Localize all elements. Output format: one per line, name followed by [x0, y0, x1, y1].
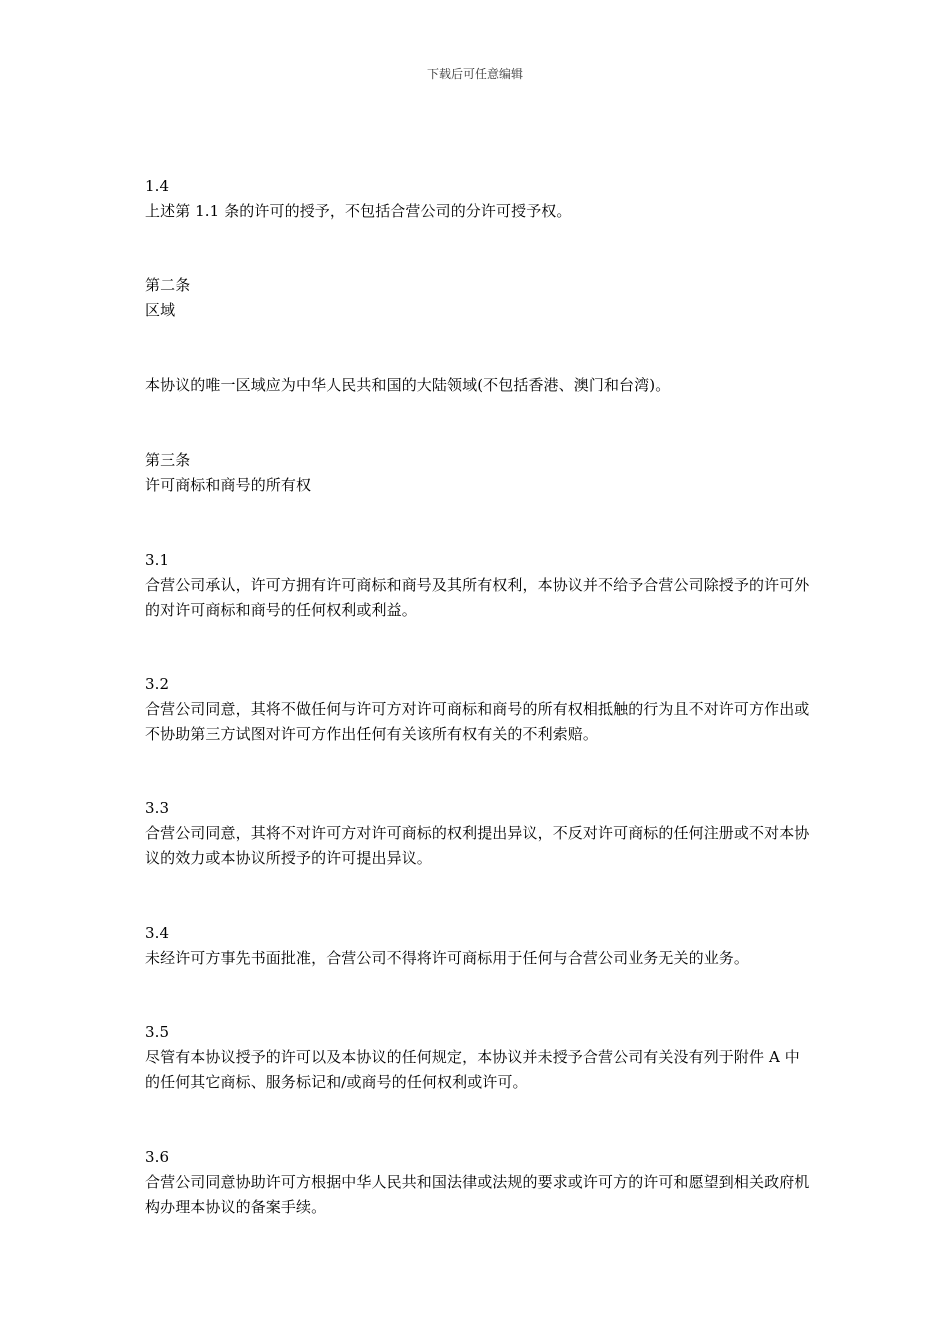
clause-text: 上述第 1.1 条的许可的授予，不包括合营公司的分许可授予权。: [145, 202, 572, 220]
clause-text: 合营公司同意，其将不做任何与许可方对许可商标和商号的所有权相抵触的行为且不对许可方作出或不协助第三方试图对许可方作出任何有关该所有权有关的不利索赔。: [145, 700, 810, 743]
clause-3-6: [145, 1145, 813, 1220]
article-number: 第二条: [145, 276, 191, 294]
article-2-body: [145, 373, 813, 398]
article-3: [145, 448, 813, 498]
article-title: 区域: [145, 301, 176, 319]
article-number: 第三条: [145, 451, 191, 469]
clause-1-4: [145, 174, 813, 224]
clause-text: 本协议的唯一区域应为中华人民共和国的大陆领域(不包括香港、澳门和台湾)。: [145, 376, 671, 394]
clause-3-1: [145, 548, 813, 623]
clause-number: 3.5: [145, 1023, 170, 1041]
article-title: 许可商标和商号的所有权: [145, 476, 312, 494]
clause-3-4: [145, 921, 813, 971]
clause-number: 3.1: [145, 551, 170, 569]
clause-text: 合营公司承认，许可方拥有许可商标和商号及其所有权利，本协议并不给予合营公司除授予的许可外的对许可商标和商号的任何权利或利益。: [145, 576, 810, 619]
clause-3-2: [145, 672, 813, 747]
page-header: 下载后可任意编辑: [426, 67, 523, 81]
clause-number: 3.4: [145, 924, 170, 942]
clause-3-3: [145, 796, 813, 871]
clause-text: 合营公司同意协助许可方根据中华人民共和国法律或法规的要求或许可方的许可和愿望到相关政府机构办理本协议的备案手续。: [145, 1173, 810, 1216]
clause-number: 3.3: [145, 799, 170, 817]
article-2: [145, 273, 813, 323]
clause-text: 尽管有本协议授予的许可以及本协议的任何规定，本协议并未授予合营公司有关没有列于附件 A 中的任何其它商标、服务标记和/或商号的任何权利或许可。: [145, 1048, 800, 1091]
clause-3-5: [145, 1020, 813, 1095]
clause-number: 3.6: [145, 1148, 170, 1166]
clause-text: 合营公司同意，其将不对许可方对许可商标的权利提出异议，不反对许可商标的任何注册或不对本协议的效力或本协议所授予的许可提出异议。: [145, 824, 810, 867]
clause-text: 未经许可方事先书面批准，合营公司不得将许可商标用于任何与合营公司业务无关的业务。: [145, 949, 750, 967]
clause-number: 3.2: [145, 675, 170, 693]
clause-number: 1.4: [145, 177, 170, 195]
